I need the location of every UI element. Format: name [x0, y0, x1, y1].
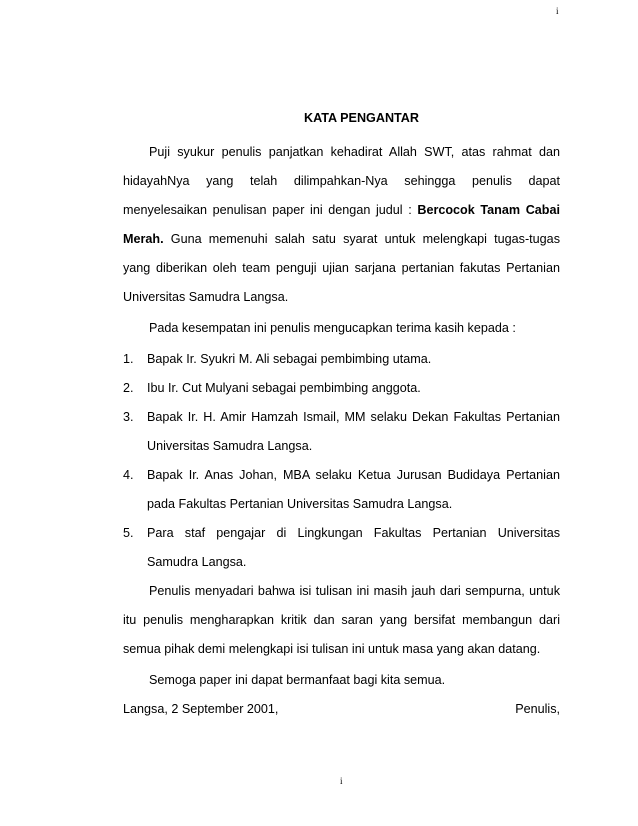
intro-text-continued: Guna memenuhi salah satu syarat untuk melengkapi tugas-tugas yang diberikan oleh team penguji ujian sarjana pertanian fakutas Pertanian Universitas Samudra Langsa.: [123, 232, 560, 304]
list-item-number: 1.: [123, 352, 134, 366]
list-item: [123, 461, 560, 519]
list-item: [123, 374, 560, 403]
thanks-list: [123, 345, 560, 577]
list-item: [123, 345, 560, 374]
intro-text: Puji syukur penulis panjatkan kehadirat Allah SWT, atas rahmat dan hidayahNya yang telah dilimpahkan-Nya sehingga penulis dapat menyelesaikan penulisan paper ini dengan judul :: [123, 145, 560, 217]
page-number-bottom: i: [340, 776, 343, 786]
closing-wish-paragraph: Semoga paper ini dapat bermanfaat bagi kita semua.: [149, 673, 446, 687]
thanks-intro-paragraph: Pada kesempatan ini penulis mengucapkan terima kasih kepada :: [149, 321, 516, 335]
place-date: Langsa, 2 September 2001,: [123, 702, 279, 716]
acknowledgement-paragraph: Penulis menyadari bahwa isi tulisan ini masih jauh dari sempurna, untuk itu penulis mengharapkan kritik dan saran yang bersifat membangun dari semua pihak demi melengkapi isi tulisan ini untuk masa yang akan datang.: [123, 584, 560, 656]
page-number-top: i: [556, 6, 559, 16]
author-label: Penulis,: [515, 702, 560, 716]
list-item-text: Bapak Ir. Syukri M. Ali sebagai pembimbing utama.: [147, 352, 432, 366]
page-title: KATA PENGANTAR: [304, 111, 419, 125]
list-item-text: Bapak Ir. H. Amir Hamzah Ismail, MM selaku Dekan Fakultas Pertanian Universitas Samudra Langsa.: [147, 410, 560, 453]
list-item-number: 3.: [123, 410, 134, 424]
list-item: [123, 519, 560, 577]
list-item-number: 4.: [123, 468, 134, 482]
intro-paragraph: [123, 138, 560, 312]
signature-line: [123, 695, 560, 724]
list-item-text: Para staf pengajar di Lingkungan Fakultas Pertanian Universitas Samudra Langsa.: [147, 526, 560, 569]
list-item-number: 2.: [123, 381, 134, 395]
list-item-text: Bapak Ir. Anas Johan, MBA selaku Ketua Jurusan Budidaya Pertanian pada Fakultas Pertanian Universitas Samudra Langsa.: [147, 468, 560, 511]
paper-title: Bercocok Tanam Cabai Merah.: [123, 203, 560, 246]
list-item-text: Ibu Ir. Cut Mulyani sebagai pembimbing anggota.: [147, 381, 421, 395]
document-body: [123, 108, 560, 724]
list-item: [123, 403, 560, 461]
list-item-number: 5.: [123, 526, 134, 540]
